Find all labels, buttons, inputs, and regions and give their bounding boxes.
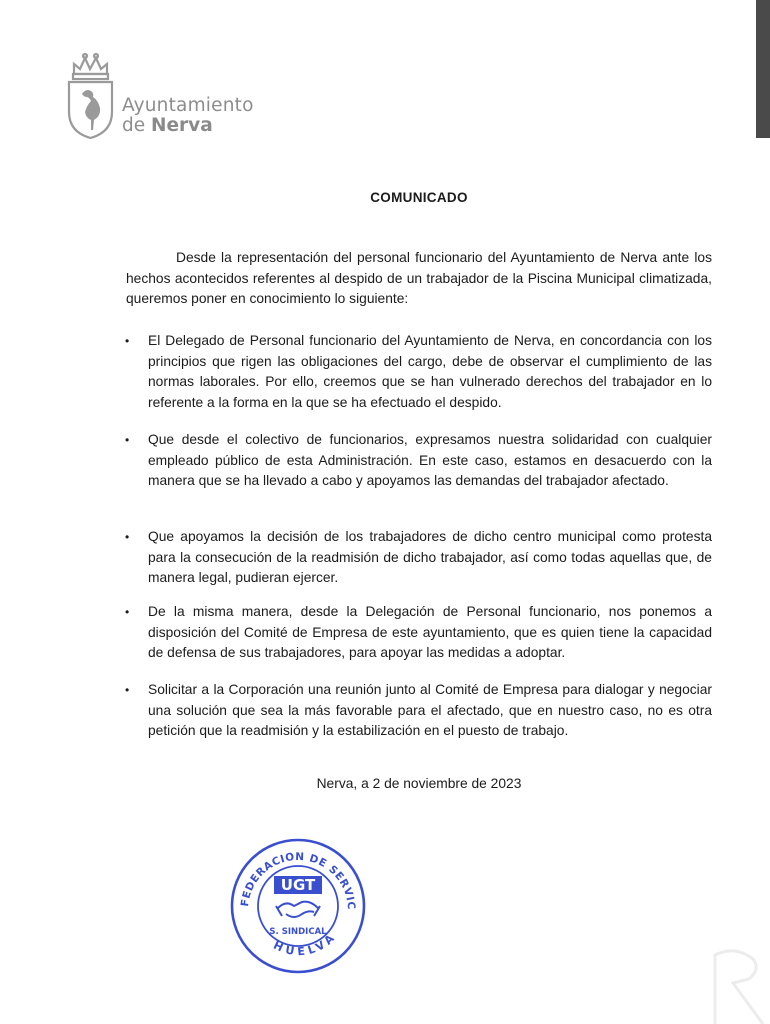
- list-item-text: Que apoyamos la decisión de los trabajadores de dicho centro municipal como protesta para la consecución de la readmisión de dicho trabajador, así como todas aquellas que, de manera legal, pudieran ejercer.: [148, 529, 712, 586]
- bullet-icon: •: [125, 605, 130, 619]
- list-item-text: Que desde el colectivo de funcionarios, expresamos nuestra solidaridad con cualquier empleado público de esta Administración. En este caso, estamos en desacuerdo con la manera que se ha llevado a cabo y apoyamos las demandas del trabajador afectado.: [148, 432, 712, 489]
- bullet-icon: •: [125, 334, 130, 348]
- bullet-icon: •: [125, 530, 130, 544]
- handshake-icon: [276, 902, 320, 917]
- stamp-section-text: S. SINDICAL: [269, 927, 327, 937]
- list-item: [125, 430, 712, 492]
- ayuntamiento-logo: [60, 50, 280, 145]
- scan-edge-bar: [756, 0, 770, 138]
- bullet-icon: •: [125, 683, 130, 697]
- logo-line-1: Ayuntamiento: [122, 95, 254, 116]
- list-item-text: El Delegado de Personal funcionario del Ayuntamiento de Nerva, en concordancia con los principios que rigen las obligaciones del cargo, debe de observar el cumplimiento de las normas laborales. Por ello, creemos que se han vulnerado derechos del trabajador en lo referente a la forma en la que se ha efectuado el despido.: [148, 333, 712, 411]
- stamp-city-text: HUELVA: [271, 929, 340, 959]
- list-item-text: De la misma manera, desde la Delegación de Personal funcionario, nos ponemos a disposición del Comité de Empresa de este ayuntamiento, que es quien tiene la capacidad de defensa de sus trabajadores, para apoyar las medidas a adoptar.: [148, 604, 712, 661]
- closing-date-line: Nerva, a 2 de noviembre de 2023: [316, 776, 522, 791]
- list-item: [125, 680, 712, 742]
- list-item: [125, 602, 712, 664]
- logo-line-2: [122, 116, 254, 136]
- intro-paragraph: Desde la representación del personal funcionario del Ayuntamiento de Nerva ante los hechos acontecidos referentes al despido de un trabajador de la Piscina Municipal climatizada, queremos poner en conocimiento lo siguiente:: [126, 250, 712, 307]
- bullet-icon: •: [125, 433, 130, 447]
- logo-text: [122, 96, 254, 136]
- logo-line-2-bold: Nerva: [151, 115, 213, 136]
- stamp-seal-icon: [228, 836, 368, 976]
- stamp-union-text: UGT: [280, 876, 316, 894]
- stamp-outer-text: FEDERACION DE SERVIC: [239, 850, 358, 911]
- logo-line-2-prefix: de: [122, 115, 152, 136]
- ugt-union-stamp: [228, 836, 368, 976]
- list-item: [125, 527, 712, 589]
- document-title: COMUNICADO: [370, 190, 468, 205]
- crowned-heron-crest-icon: [60, 50, 120, 145]
- list-item-text: Solicitar a la Corporación una reunión junto al Comité de Empresa para dialogar y negociar una solución que sea la más favorable para el afectado, que en nuestro caso, no es otra petición que la readmisión y la estabilización en el puesto de trabajo.: [148, 682, 712, 739]
- faint-watermark-mark: [705, 935, 770, 1024]
- list-item: [125, 331, 712, 414]
